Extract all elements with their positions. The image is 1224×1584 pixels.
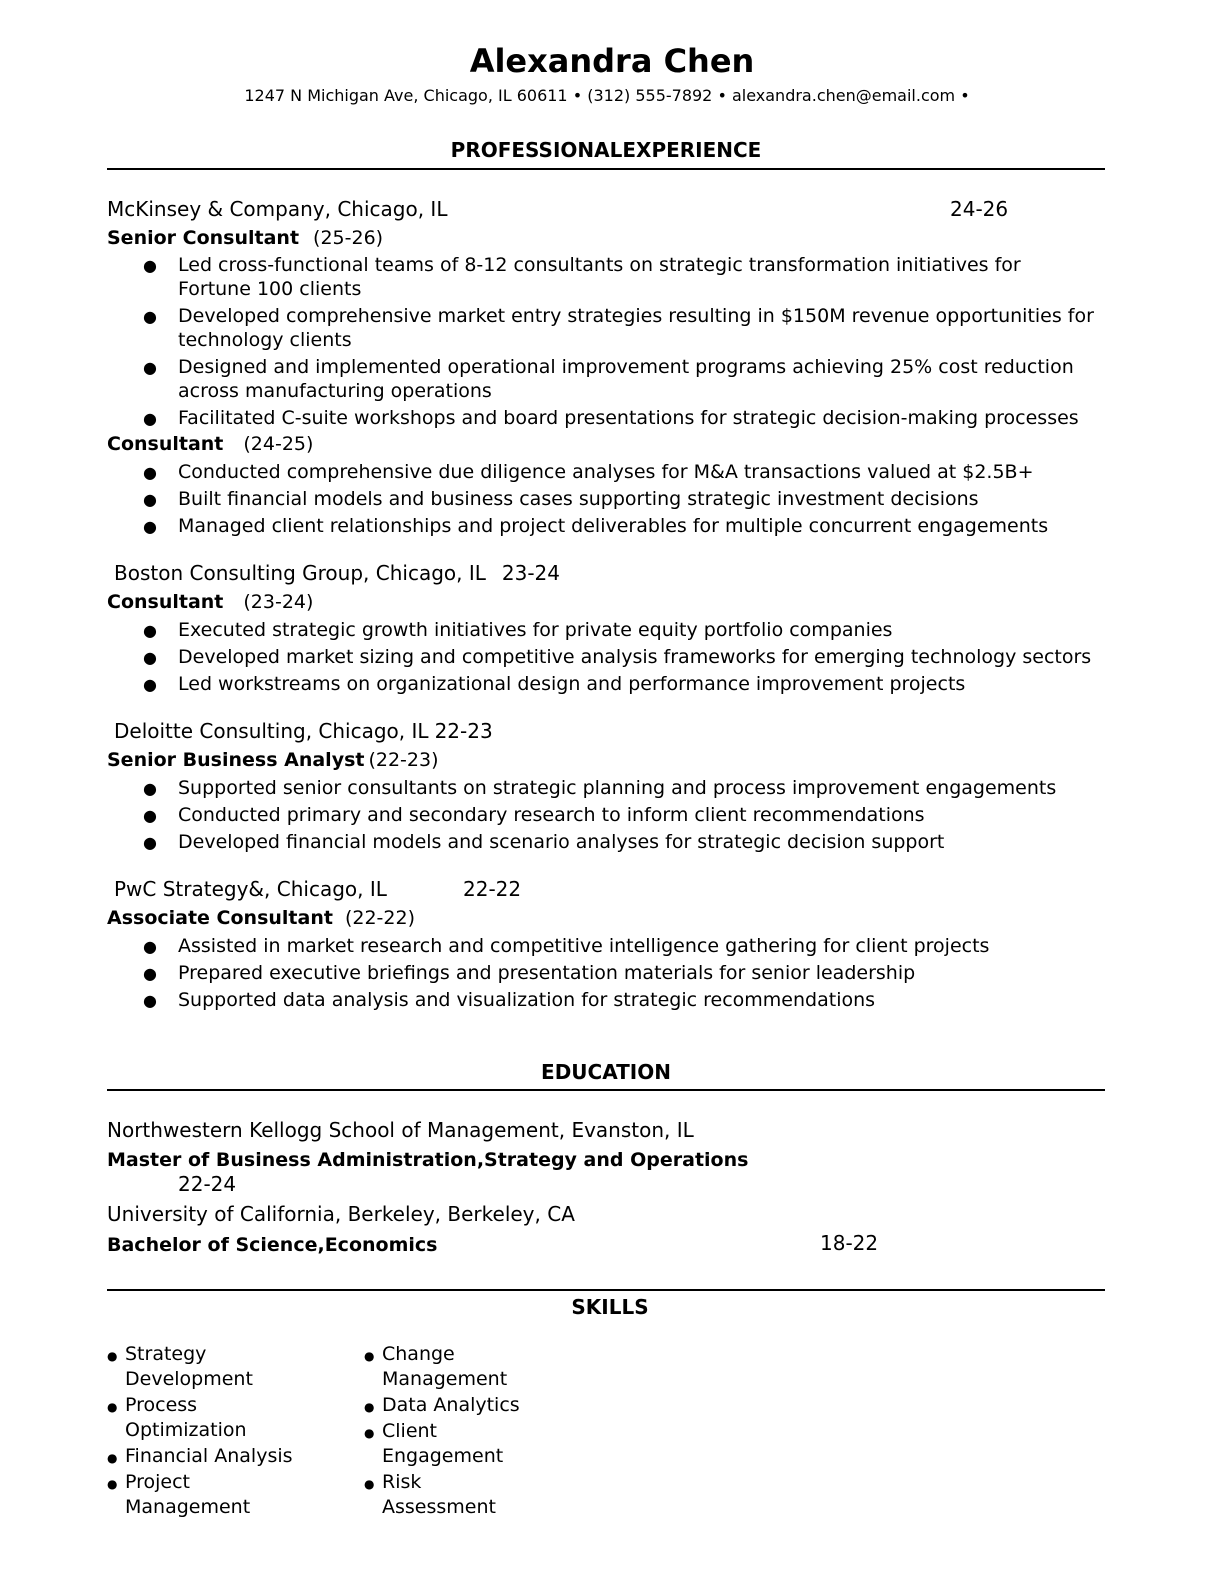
- bullet-icon: ●: [143, 409, 157, 428]
- school-name: University of California, Berkeley, Berkeley, CA: [107, 1202, 575, 1226]
- role-dates: (25-26): [313, 227, 384, 249]
- bullet-icon: ●: [107, 1451, 118, 1465]
- skill-item: [107, 1393, 293, 1443]
- bullet-icon: ●: [143, 517, 157, 536]
- section-divider: [107, 1289, 1105, 1291]
- bullet-icon: ●: [143, 621, 157, 640]
- bullet-text: [178, 355, 1074, 403]
- bullet-icon: ●: [143, 256, 157, 275]
- bullet-text: Executed strategic growth initiatives for private equity portfolio companies: [178, 619, 893, 641]
- bullet-icon: ●: [143, 675, 157, 694]
- company-dates: 22-22: [463, 877, 522, 901]
- job-role: [107, 591, 313, 613]
- skill-item: [364, 1470, 520, 1520]
- skill-item: [107, 1444, 293, 1469]
- bullet-text: Managed client relationships and project deliverables for multiple concurrent engagements: [178, 515, 1049, 537]
- bullet-icon: ●: [143, 490, 157, 509]
- bullet-line: across manufacturing operations: [178, 380, 492, 402]
- role-dates: (23-24): [243, 591, 314, 613]
- education-section-title: EDUCATION: [541, 1060, 671, 1084]
- bullet-icon: ●: [143, 937, 157, 956]
- job-role: [107, 227, 383, 249]
- bullet-icon: ●: [364, 1477, 375, 1491]
- bullet-text: Built financial models and business cases supporting strategic investment decisions: [178, 488, 979, 510]
- skill-line: Project: [125, 1471, 191, 1493]
- candidate-name: Alexandra Chen: [469, 42, 755, 80]
- skill-line: Strategy: [125, 1343, 207, 1365]
- role-dates: (24-25): [243, 433, 314, 455]
- role-dates: (22-22): [344, 907, 415, 929]
- skill-line: Financial Analysis: [125, 1445, 293, 1467]
- company-name: [114, 719, 493, 743]
- bullet-text: Developed financial models and scenario analyses for strategic decision support: [178, 831, 945, 853]
- bullet-line: Fortune 100 clients: [178, 278, 362, 300]
- skill-line: Client: [382, 1420, 438, 1442]
- skills-column-2: [364, 1342, 520, 1521]
- skill-line: Assessment: [382, 1496, 496, 1518]
- skill-item: [364, 1419, 520, 1469]
- skill-line: Risk: [382, 1471, 422, 1493]
- skills-column-1: [107, 1342, 293, 1521]
- skill-line: Data Analytics: [382, 1394, 520, 1416]
- bullet-text: Facilitated C-suite workshops and board presentations for strategic decision-making processes: [178, 407, 1079, 429]
- company-dates: 24-26: [950, 197, 1009, 221]
- skill-line: Process: [125, 1394, 198, 1416]
- job-role: [107, 907, 415, 929]
- role-title: Senior Consultant: [107, 227, 300, 249]
- degree: Bachelor of Science,Economics: [107, 1234, 438, 1256]
- bullet-text: Conducted comprehensive due diligence analyses for M&A transactions valued at $2.5B+: [178, 461, 1034, 483]
- experience-section-title: PROFESSIONALEXPERIENCE: [450, 138, 762, 162]
- company-dates: 23-24: [501, 561, 561, 585]
- bullet-text: Prepared executive briefings and presentation materials for senior leadership: [178, 962, 916, 984]
- bullet-icon: ●: [107, 1477, 118, 1491]
- bullet-line: technology clients: [178, 329, 352, 351]
- role-title: Consultant: [107, 591, 224, 613]
- role-title: Senior Business Analyst: [107, 749, 365, 771]
- bullet-icon: ●: [364, 1349, 375, 1363]
- bullet-icon: ●: [107, 1400, 118, 1414]
- skill-line: Development: [125, 1368, 253, 1390]
- bullet-icon: ●: [143, 463, 157, 482]
- bullet-text: [178, 304, 1094, 352]
- company-name-text: Boston Consulting Group, Chicago, IL: [114, 561, 486, 585]
- skill-line: Change: [382, 1343, 455, 1365]
- bullet-text: Developed market sizing and competitive analysis frameworks for emerging technology sectors: [178, 646, 1092, 668]
- school-name: Northwestern Kellogg School of Management, Evanston, IL: [107, 1118, 694, 1142]
- skill-line: Management: [125, 1496, 251, 1518]
- company-dates: 22-23: [434, 719, 493, 743]
- bullet-text: Led workstreams on organizational design and performance improvement projects: [178, 673, 966, 695]
- bullet-icon: ●: [364, 1426, 375, 1440]
- skill-line: Engagement: [382, 1445, 504, 1467]
- bullet-icon: ●: [143, 648, 157, 667]
- role-dates: (22-23): [368, 749, 439, 771]
- bullet-text: [178, 253, 1021, 301]
- bullet-text: Supported data analysis and visualization for strategic recommendations: [178, 989, 876, 1011]
- skill-line: Optimization: [125, 1419, 247, 1441]
- company-name: PwC Strategy&, Chicago, IL: [114, 877, 387, 901]
- education-dates: 22-24: [178, 1172, 237, 1196]
- bullet-icon: ●: [143, 358, 157, 377]
- bullet-line: Developed comprehensive market entry strategies resulting in $150M revenue opportunities for: [178, 305, 1094, 327]
- degree: Master of Business Administration,Strategy and Operations: [107, 1149, 749, 1171]
- bullet-icon: ●: [143, 964, 157, 983]
- bullet-line: Led cross-functional teams of 8-12 consultants on strategic transformation initiatives for: [178, 254, 1021, 276]
- bullet-icon: ●: [143, 991, 157, 1010]
- skill-item: [364, 1342, 520, 1392]
- job-role: [107, 749, 439, 771]
- bullet-icon: ●: [143, 833, 157, 852]
- education-dates: 18-22: [820, 1231, 879, 1255]
- role-title: Associate Consultant: [107, 907, 333, 929]
- bullet-text: Conducted primary and secondary research to inform client recommendations: [178, 804, 925, 826]
- bullet-icon: ●: [143, 806, 157, 825]
- role-title: Consultant: [107, 433, 224, 455]
- bullet-icon: ●: [364, 1400, 375, 1414]
- company-name: [114, 561, 560, 585]
- bullet-icon: ●: [143, 307, 157, 326]
- skills-section-title: SKILLS: [571, 1295, 649, 1319]
- section-divider: [107, 1089, 1105, 1091]
- skill-line: Management: [382, 1368, 508, 1390]
- skill-item: [364, 1393, 520, 1418]
- skill-item: [107, 1342, 293, 1392]
- section-divider: [107, 168, 1105, 170]
- bullet-text: Supported senior consultants on strategic planning and process improvement engagements: [178, 777, 1057, 799]
- company-name: McKinsey & Company, Chicago, IL: [107, 197, 448, 221]
- contact-info: 1247 N Michigan Ave, Chicago, IL 60611 • (312) 555-7892 • alexandra.chen@email.com •: [244, 86, 970, 105]
- skill-item: [107, 1470, 293, 1520]
- bullet-icon: ●: [107, 1349, 118, 1363]
- bullet-icon: ●: [143, 779, 157, 798]
- bullet-line: Designed and implemented operational improvement programs achieving 25% cost reduction: [178, 356, 1074, 378]
- job-role: [107, 433, 313, 455]
- company-name-text: Deloitte Consulting, Chicago, IL: [114, 719, 429, 743]
- bullet-text: Assisted in market research and competitive intelligence gathering for client projects: [178, 935, 990, 957]
